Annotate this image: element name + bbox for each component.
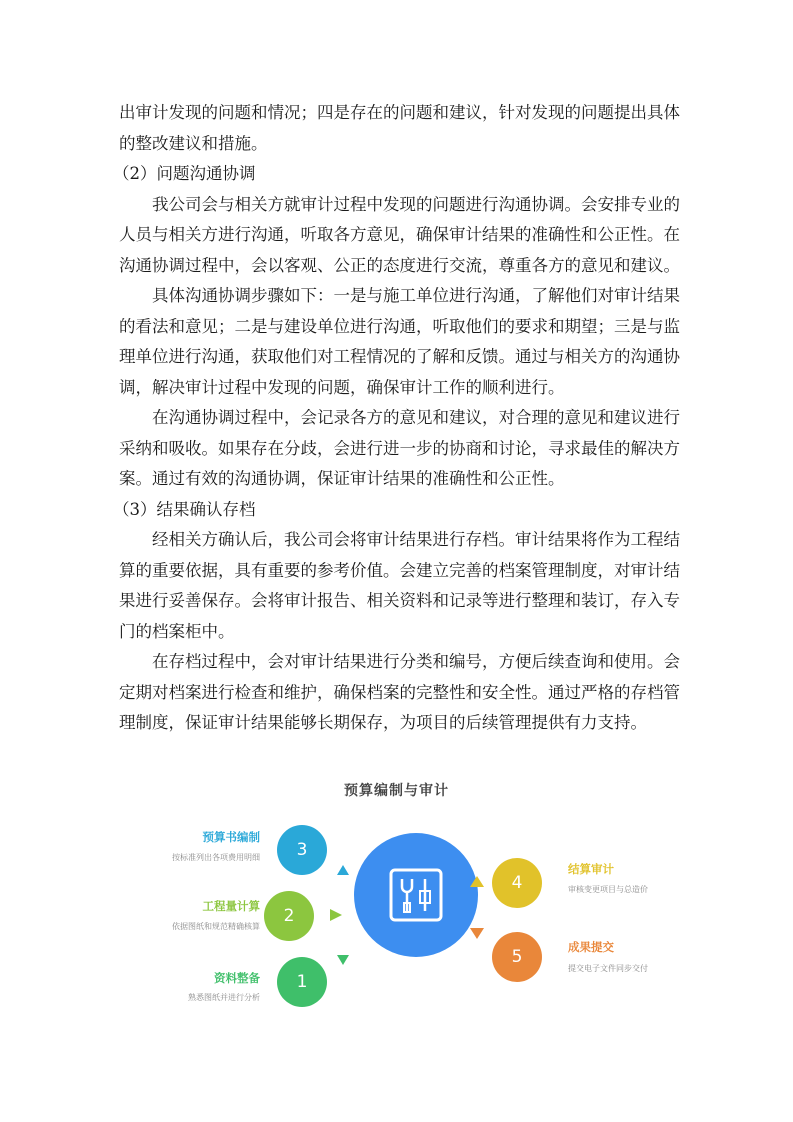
body-line: 出审计发现的问题和情况；四是存在的问题和建议，针对发现的问题提出具体	[119, 103, 680, 122]
process-diagram	[0, 770, 793, 1030]
step-4-title: 结算审计	[568, 862, 614, 876]
body-line: 算的重要依据，具有重要的参考价值。会建立完善的档案管理制度，对审计结	[119, 560, 680, 580]
step-5-number: 5	[511, 947, 523, 967]
arrow-down-icon	[470, 928, 484, 939]
step-2-title: 工程量计算	[202, 899, 260, 913]
body-line: 我公司会与相关方就审计过程中发现的问题进行沟通协调。会安排专业的	[152, 194, 680, 214]
step-3-title: 预算书编制	[202, 830, 260, 844]
arrow-up-icon	[470, 876, 484, 887]
step-2-number: 2	[283, 906, 295, 926]
step-1-number: 1	[296, 972, 308, 992]
step-5-circle	[492, 932, 542, 982]
body-line: 门的档案柜中。	[119, 621, 235, 641]
step-1-subtitle: 熟悉图纸并进行分析	[188, 993, 260, 1002]
tools-icon	[388, 867, 444, 923]
step-5-title: 成果提交	[568, 940, 614, 954]
step-2-circle	[264, 891, 314, 941]
center-circle	[354, 833, 478, 957]
step-5-subtitle: 提交电子文件同步交付	[568, 964, 648, 973]
body-line: 人员与相关方进行沟通，听取各方意见，确保审计结果的准确性和公正性。在	[119, 225, 680, 244]
step-2-subtitle: 依据图纸和规范精确核算	[172, 922, 260, 931]
body-line: 的整改建议和措施。	[119, 133, 268, 153]
body-line: 经相关方确认后，我公司会将审计结果进行存档。审计结果将作为工程结	[152, 530, 680, 549]
body-text	[113, 98, 680, 739]
body-line: 果进行妥善保存。会将审计报告、相关资料和记录等进行整理和装订，存入专	[119, 591, 680, 610]
section-heading: （3）结果确认存档	[113, 499, 256, 519]
step-4-circle	[492, 858, 542, 908]
body-line: 沟通协调过程中，会以客观、公正的态度进行交流，尊重各方的意见和建议。	[119, 255, 680, 275]
step-3-circle	[277, 825, 327, 875]
step-3-subtitle: 按标准列出各项费用明细	[172, 853, 260, 862]
arrow-up-icon	[337, 865, 349, 875]
step-4-subtitle: 审核变更项目与总造价	[568, 885, 648, 894]
body-line: 理单位进行沟通，获取他们对工程情况的了解和反馈。通过与相关方的沟通协	[119, 347, 680, 366]
body-line: 的看法和意见；二是与建设单位进行沟通，听取他们的要求和期望；三是与监	[119, 316, 680, 336]
body-line: 采纳和吸收。如果存在分歧，会进行进一步的协商和讨论，寻求最佳的解决方	[119, 438, 680, 458]
body-line: 在沟通协调过程中，会记录各方的意见和建议，对合理的意见和建议进行	[152, 408, 680, 427]
step-3-number: 3	[296, 840, 308, 860]
arrow-down-icon	[337, 955, 349, 965]
body-line: 在存档过程中，会对审计结果进行分类和编号，方便后续查询和使用。会	[152, 652, 680, 671]
step-1-circle	[277, 957, 327, 1007]
section-heading: （2）问题沟通协调	[113, 164, 256, 183]
body-line: 具体沟通协调步骤如下：一是与施工单位进行沟通，了解他们对审计结果	[152, 286, 680, 305]
step-1-title: 资料整备	[214, 971, 260, 985]
diagram-title: 预算编制与审计	[344, 783, 449, 799]
body-line: 案。通过有效的沟通协调，保证审计结果的准确性和公正性。	[119, 469, 565, 488]
step-4-number: 4	[511, 873, 523, 893]
body-line: 定期对档案进行检查和维护，确保档案的完整性和安全性。通过严格的存档管	[119, 682, 680, 702]
arrow-right-icon	[330, 909, 342, 921]
body-line: 理制度，保证审计结果能够长期保存，为项目的后续管理提供有力支持。	[119, 713, 647, 732]
body-line: 调，解决审计过程中发现的问题，确保审计工作的顺利进行。	[119, 377, 565, 397]
